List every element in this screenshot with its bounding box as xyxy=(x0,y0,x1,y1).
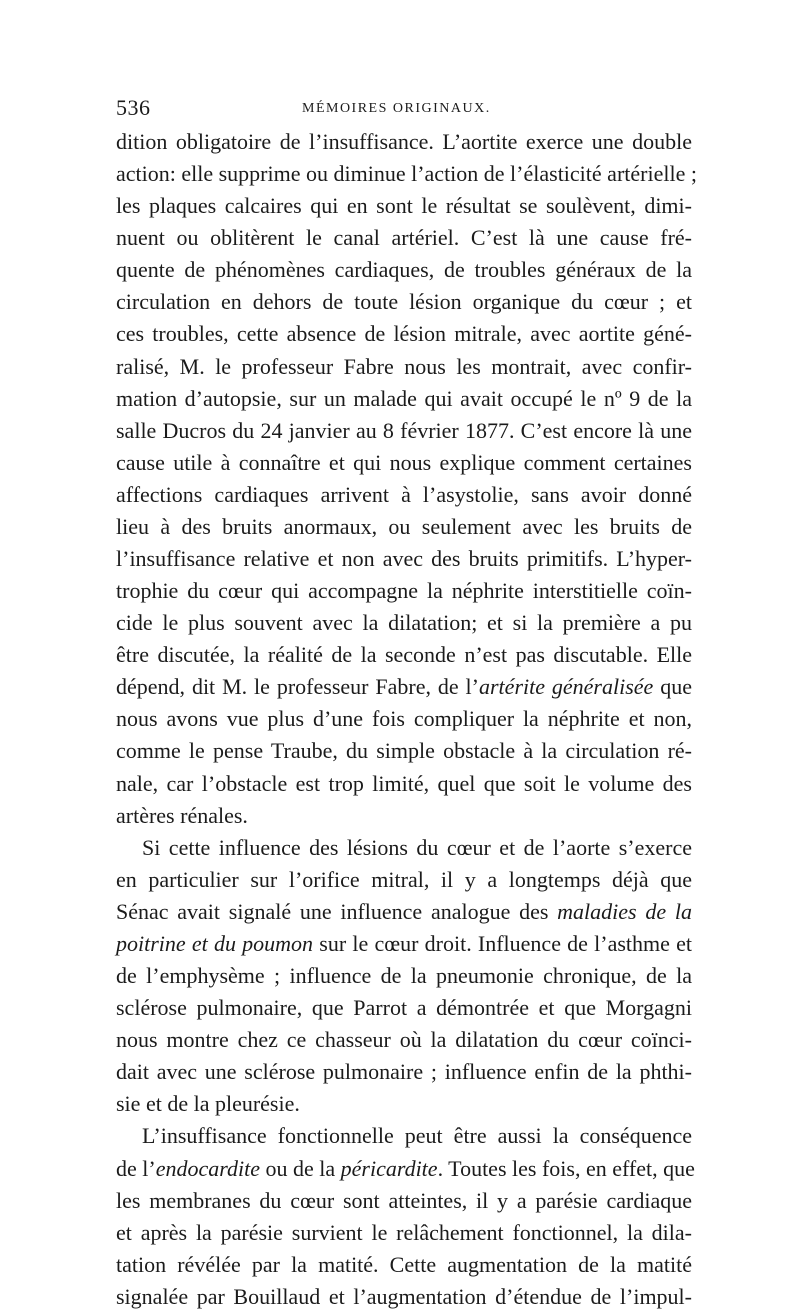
text-line: nale, car l’obstacle est trop limité, quel que soit le volume des xyxy=(116,770,692,796)
text-segment: . Toutes les fois, en effet, que xyxy=(437,1155,695,1181)
text-line xyxy=(116,928,692,960)
body-text xyxy=(116,126,697,1313)
text-line: signalée par Bouillaud et l’augmentation d’étendue de l’impul- xyxy=(116,1283,692,1309)
italic-phrase: endocardite xyxy=(155,1155,260,1181)
text-line: circulation en dehors de toute lésion organique du cœur ; et xyxy=(116,289,692,315)
text-line: salle Ducros du 24 janvier au 8 février 1877. C’est encore là une xyxy=(116,417,692,443)
italic-phrase: artérite généralisée xyxy=(479,674,654,700)
text-line xyxy=(116,1153,695,1185)
text-line: en particulier sur l’orifice mitral, il y a longtemps déjà que xyxy=(116,866,692,892)
text-line: comme le pense Traube, du simple obstacle à la circulation ré- xyxy=(116,738,692,764)
running-title: MÉMOIRES ORIGINAUX. xyxy=(302,101,491,116)
text-line: sclérose pulmonaire, que Parrot a démontrée et que Morgagni xyxy=(116,995,692,1021)
text-line: affections cardiaques arrivent à l’asystolie, sans avoir donné xyxy=(116,481,692,507)
text-line: l’insuffisance relative et non avec des bruits primitifs. L’hyper- xyxy=(116,546,692,572)
text-line xyxy=(116,671,692,703)
text-line: dition obligatoire de l’insuffisance. L’aortite exerce une double xyxy=(116,129,692,154)
text-line: sie et de la pleurésie. xyxy=(116,1091,300,1117)
text-segment: dépend, dit M. le professeur Fabre, de l’ xyxy=(116,674,479,700)
italic-phrase: poitrine et du poumon xyxy=(116,930,314,956)
text-line: lieu à des bruits anormaux, ou seulement avec les bruits de xyxy=(116,513,692,539)
text-line: être discutée, la réalité de la seconde n’est pas discutable. Elle xyxy=(116,642,692,668)
text-line: les membranes du cœur sont atteintes, il y a parésie cardiaque xyxy=(116,1187,692,1213)
text-line: et après la parésie survient le relâchement fonctionnel, la dila- xyxy=(116,1219,692,1245)
page-number: 536 xyxy=(116,95,151,120)
text-line: artères rénales. xyxy=(116,802,248,828)
text-line: cause utile à connaître et qui nous explique comment certaines xyxy=(116,449,692,475)
text-line: L’insuffisance fonctionnelle peut être aussi la conséquence xyxy=(142,1123,692,1149)
text-line: mation d’autopsie, sur un malade qui avait occupé le nº 9 de la xyxy=(116,385,692,411)
italic-phrase: péricardite xyxy=(340,1155,438,1181)
text-line: de l’emphysème ; influence de la pneumonie chronique, de la xyxy=(116,963,692,989)
text-line xyxy=(116,896,692,928)
text-line: trophie du cœur qui accompagne la néphrite interstitielle coïn- xyxy=(116,578,692,604)
text-line: tation révélée par la matité. Cette augmentation de la matité xyxy=(116,1251,692,1277)
text-line: nous avons vue plus d’une fois compliquer la néphrite et non, xyxy=(116,706,692,732)
text-line: cide le plus souvent avec la dilatation; et si la première a pu xyxy=(116,610,692,636)
text-line: Si cette influence des lésions du cœur et de l’aorte s’exerce xyxy=(142,834,692,860)
italic-phrase: maladies de la xyxy=(557,898,692,924)
text-line: action: elle supprime ou diminue l’action de l’élasticité artérielle ; xyxy=(116,161,697,187)
text-line: ces troubles, cette absence de lésion mitrale, avec aortite géné- xyxy=(116,321,692,347)
text-line: ralisé, M. le professeur Fabre nous les montrait, avec confir- xyxy=(116,353,692,379)
text-line: les plaques calcaires qui en sont le résultat se soulèvent, dimi- xyxy=(116,193,692,219)
running-head xyxy=(116,96,692,120)
text-segment: Sénac avait signalé une influence analogue des xyxy=(116,898,558,924)
text-line: nous montre chez ce chasseur où la dilatation du cœur coïnci- xyxy=(116,1027,692,1053)
text-segment: de l’ xyxy=(116,1155,156,1181)
text-line: dait avec une sclérose pulmonaire ; influence enfin de la phthi- xyxy=(116,1059,692,1085)
text-line: quente de phénomènes cardiaques, de troubles généraux de la xyxy=(116,257,692,283)
text-segment: ou de la xyxy=(259,1155,341,1181)
text-segment: sur le cœur droit. Influence de l’asthme et xyxy=(313,930,692,956)
text-line: nuent ou oblitèrent le canal artériel. C’est là une cause fré- xyxy=(116,225,692,251)
text-segment: que xyxy=(653,674,692,700)
